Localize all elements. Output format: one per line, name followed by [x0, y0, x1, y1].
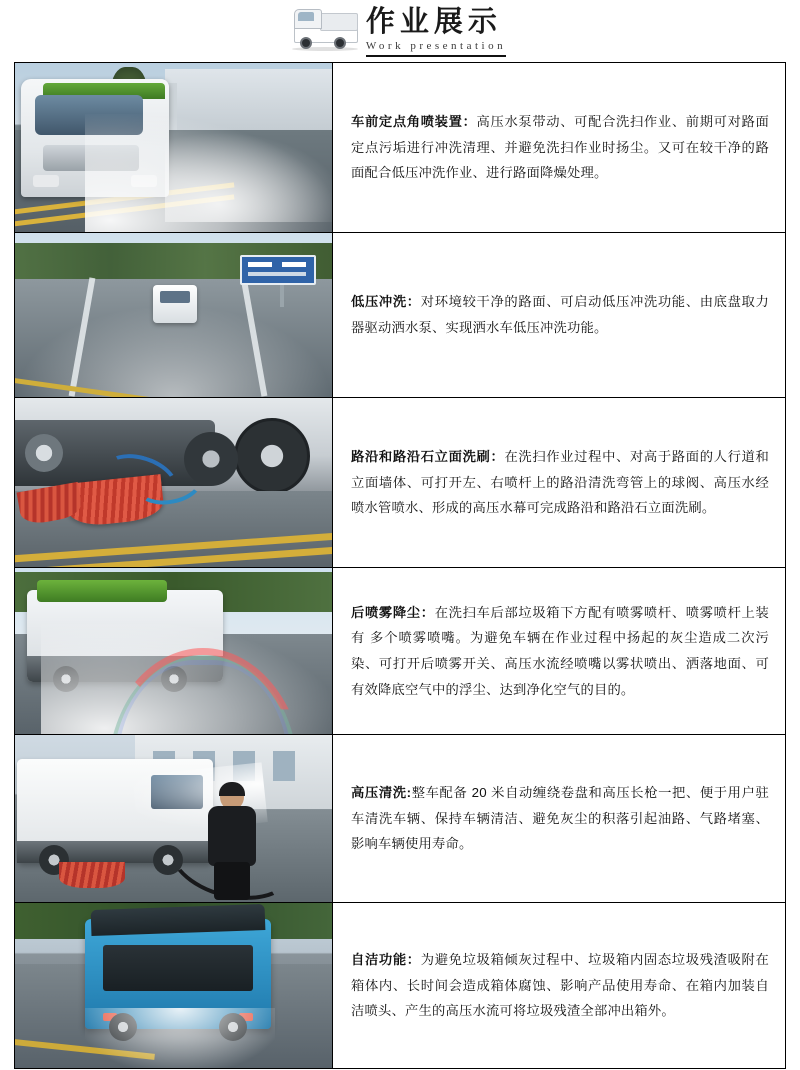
- row-term: 自洁功能: [351, 952, 407, 968]
- row-image-self-cleaning: [15, 903, 333, 1068]
- table-row: [15, 903, 785, 1069]
- page-header: [0, 0, 800, 62]
- row-body: 为避免垃圾箱倾灰过程中、垃圾箱内固态垃圾残渣吸附在箱体内、长时间会造成箱体腐蚀、影响产品使用寿命、在箱内加装自洁喷头、产生的高压水流可将垃圾残渣全部冲出箱外。: [351, 952, 769, 1019]
- row-term: 低压冲洗: [351, 294, 407, 310]
- row-image-high-pressure-washing: [15, 735, 333, 902]
- row-body: 对环境较干净的路面、可启动低压冲洗功能、由底盘取力器驱动洒水泵、实现洒水车低压冲洗功能。: [351, 294, 769, 335]
- row-colon: ：: [420, 604, 435, 620]
- row-colon: ：: [462, 114, 477, 130]
- row-term: 高压清洗: [351, 785, 407, 801]
- row-image-low-pressure-flush: [15, 233, 333, 397]
- row-colon: ：: [490, 449, 505, 465]
- row-colon: ：: [406, 952, 421, 968]
- row-body: 在洗扫作业过程中、对高于路面的人行道和立面墙体、可打开左、右喷杆上的路沿清洗弯管上的球阀、高压水经喷水管喷水、形成的高压水幕可完成路沿和路沿石立面洗刷。: [351, 449, 769, 516]
- page-title: 作业展示: [365, 5, 502, 38]
- row-colon: ：: [406, 294, 421, 310]
- row-text-high-pressure-washing: [333, 735, 785, 902]
- row-body: 在洗扫车后部垃圾箱下方配有喷雾喷杆、喷雾喷杆上装有 多个喷雾喷嘴。为避免车辆在作业过程中扬起的灰尘造成二次污染、可打开后喷雾开关、高压水流经喷嘴以雾状喷出、洒落地面、可有效降底空气中的浮尘、达到净化空气的目的。: [351, 604, 769, 697]
- row-text-front-spot-angle-spray: [333, 63, 785, 232]
- table-row: [15, 735, 785, 903]
- row-colon: :: [406, 785, 412, 801]
- title-underline: [366, 55, 506, 57]
- row-term: 车前定点角喷装置: [351, 114, 463, 130]
- row-text-low-pressure-flush: [333, 233, 785, 397]
- row-body: 高压水泵带动、可配合洗扫作业、前期可对路面定点污垢进行冲洗清理、并避免洗扫作业时扬尘。又可在较干净的路面配合低压冲洗作业、进行路面降燥处理。: [351, 114, 770, 181]
- page-title-block: [364, 7, 510, 57]
- row-text-self-cleaning: [333, 903, 785, 1068]
- table-row: [15, 233, 785, 398]
- work-presentation-table: [14, 62, 786, 1069]
- row-text-rear-mist: [333, 568, 785, 734]
- row-image-front-spot-angle-spray: [15, 63, 333, 232]
- sweeper-truck-icon: [290, 5, 360, 53]
- row-term: 路沿和路沿石立面洗刷: [351, 449, 491, 465]
- row-image-curb-facade-wash: [15, 398, 333, 567]
- row-text-curb-facade-wash: [333, 398, 785, 567]
- table-row: [15, 63, 785, 233]
- table-row: [15, 398, 785, 568]
- page-subtitle: Work presentation: [365, 40, 507, 52]
- row-term: 后喷雾降尘: [351, 604, 421, 620]
- row-body: 整车配备 20 米自动缠绕卷盘和高压长枪一把、便于用户驻车清洗车辆、保持车辆清洁、避免灰尘的积落引起油路、气路堵塞、影响车辆使用寿命。: [351, 785, 769, 852]
- table-row: [15, 568, 785, 735]
- header-inner: [290, 5, 510, 57]
- row-image-rear-mist: [15, 568, 333, 734]
